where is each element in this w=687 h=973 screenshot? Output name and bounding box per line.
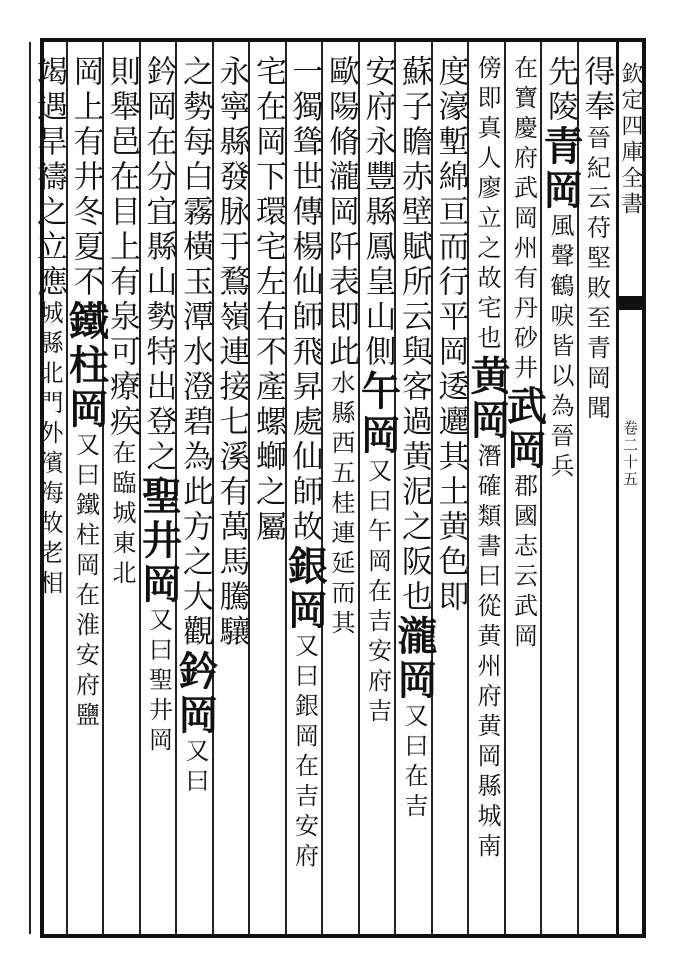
body-text: 歐陽脩瀧岡阡表即此 [323, 55, 359, 370]
annotation-text: 在臨城東北 [108, 440, 136, 590]
entry-heading: 武岡 [500, 385, 548, 473]
annotation-text: 又曰午岡在吉安府吉 [363, 458, 392, 728]
annotation-text: 潛確類書曰從黄州府黄岡縣城南 [473, 443, 501, 863]
running-title: 欽定四庫全書 [618, 62, 643, 218]
annotation-text: 城縣北門外濱海故老相 [35, 300, 63, 600]
body-text: 宅在岡下環宅左右不產螺螄之屬 [250, 55, 286, 545]
annotation-text: 又曰銀岡在吉安府 [290, 633, 319, 873]
entry-heading: 瀧岡 [391, 615, 438, 703]
annotation-text: 又曰在吉 [400, 703, 428, 823]
annotation-text: 水縣西五桂連延而其 [327, 370, 355, 640]
annotation-text: 又曰鐵柱岡在淮安府鹽 [71, 432, 100, 732]
text-column [20, 55, 78, 925]
annotation-text: 郡國志云武岡 [509, 473, 538, 653]
body-text: 之勢每白霧橫玉潭水澄碧為此方之大觀 [177, 55, 213, 650]
annotation-text: 晉紀云苻堅敗至青岡聞 [582, 125, 611, 425]
annotation-text: 風聲鶴唳皆以為晉兵 [546, 213, 574, 483]
body-text: 竭遇旱禱之立應 [31, 55, 67, 300]
body-text: 鈐岡在分宜縣山勢特出登之 [140, 55, 177, 475]
body-text: 岡上有井冬夏不 [67, 55, 104, 300]
body-text: 蘇子瞻赤壁賦所云與客過黄泥之阪也 [396, 55, 432, 615]
annotation-text: 傍即真人廖立之故宅也 [473, 55, 501, 355]
entry-heading: 鐵柱岡 [62, 300, 110, 432]
entry-heading: 鈐岡 [172, 650, 219, 738]
entry-heading: 黄岡 [464, 355, 511, 443]
body-text: 安府永豐縣鳳皇山側 [359, 55, 396, 370]
body-text: 一獨聳世傳楊仙師飛昇處仙師故 [286, 55, 323, 545]
entry-heading: 青岡 [537, 125, 584, 213]
entry-heading: 午岡 [354, 370, 402, 458]
body-text: 得奉 [578, 55, 615, 125]
annotation-text: 又曰聖井岡 [144, 607, 173, 757]
body-text: 先陵 [542, 55, 578, 125]
body-text: 度濠塹綿亘而行平岡逶邐其土黄色即 [432, 55, 469, 615]
annotation-text: 在寶慶府武岡州有丹砂井 [509, 55, 538, 385]
chapter-label: 卷二十五 [621, 420, 639, 488]
body-text: 則舉邑在目上有泉可療疾 [104, 55, 140, 440]
entry-heading: 銀岡 [281, 545, 329, 633]
entry-heading: 聖井岡 [135, 475, 183, 607]
annotation-text: 又曰 [181, 738, 209, 798]
body-text: 永寧縣發脉于鶩嶺連接七溪有萬馬騰驤 [213, 55, 250, 650]
